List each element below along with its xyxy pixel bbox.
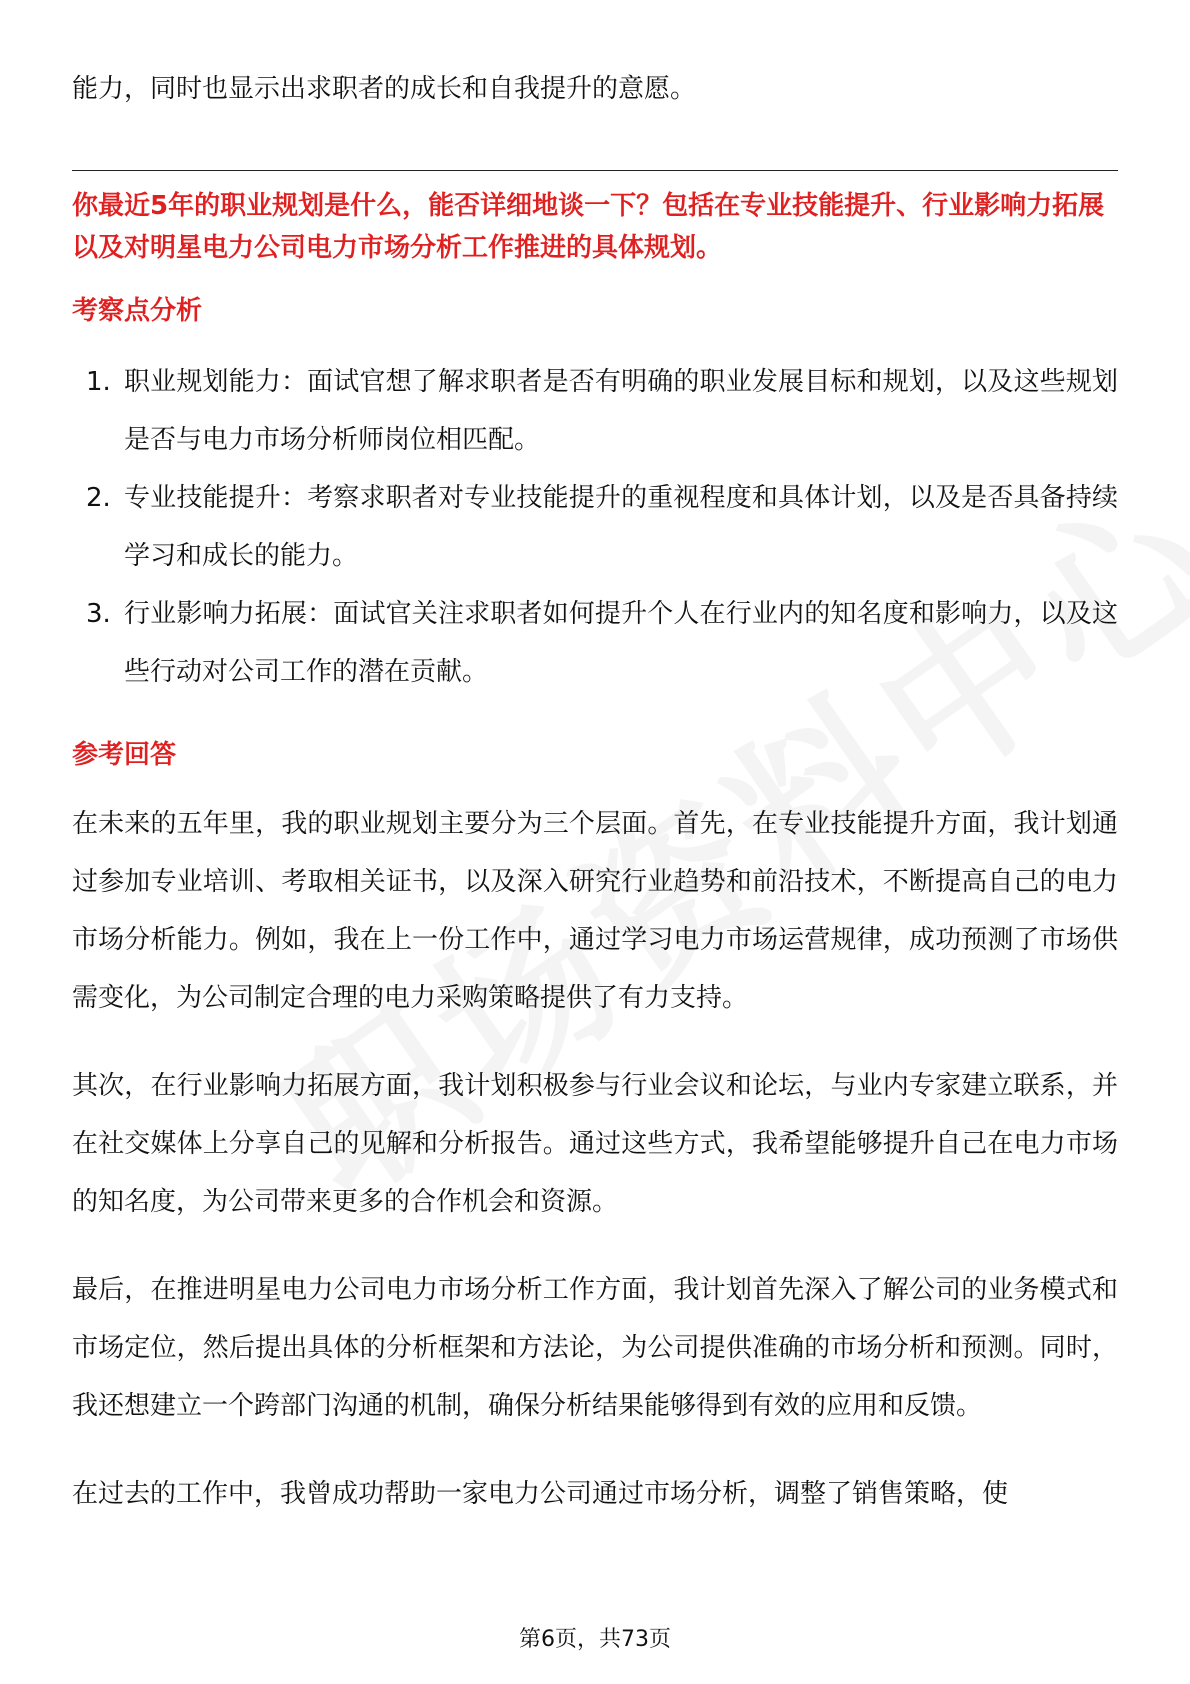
interview-question: 你最近5年的职业规划是什么，能否详细地谈一下？包括在专业技能提升、行业影响力拓展以及对明星电力公司电力市场分析工作推进的具体规划。 (72, 191, 1105, 263)
analysis-item-number: 3. (86, 599, 111, 629)
intro-line: 能力，同时也显示出求职者的成长和自我提升的意愿。 (72, 74, 697, 104)
answer-paragraph: 在过去的工作中，我曾成功帮助一家电力公司通过市场分析，调整了销售策略，使 (72, 1479, 1009, 1509)
analysis-item-text: 行业影响力拓展：面试官关注求职者如何提升个人在行业内的知名度和影响力，以及这些行动对公司工作的潜在贡献。 (124, 599, 1118, 687)
answer-paragraph: 最后，在推进明星电力公司电力市场分析工作方面，我计划首先深入了解公司的业务模式和市场定位，然后提出具体的分析框架和方法论，为公司提供准确的市场分析和预测。同时，我还想建立一个跨部门沟通的机制，确保分析结果能够得到有效的应用和反馈。 (72, 1275, 1118, 1421)
analysis-heading: 考察点分析 (72, 296, 203, 326)
answer-paragraph: 其次，在行业影响力拓展方面，我计划积极参与行业会议和论坛，与业内专家建立联系，并在社交媒体上分享自己的见解和分析报告。通过这些方式，我希望能够提升自己在电力市场的知名度，为公司带来更多的合作机会和资源。 (72, 1071, 1118, 1217)
answer-heading: 参考回答 (72, 740, 177, 770)
analysis-item-number: 1. (86, 367, 111, 397)
analysis-item-number: 2. (86, 483, 111, 513)
page-footer: 第6页，共73页 (519, 1627, 671, 1652)
analysis-item (72, 585, 1118, 701)
section-divider (72, 170, 1118, 171)
answer-paragraph: 在未来的五年里，我的职业规划主要分为三个层面。首先，在专业技能提升方面，我计划通过参加专业培训、考取相关证书，以及深入研究行业趋势和前沿技术，不断提高自己的电力市场分析能力。例如，我在上一份工作中，通过学习电力市场运营规律，成功预测了市场供需变化，为公司制定合理的电力采购策略提供了有力支持。 (72, 809, 1118, 1013)
analysis-item (72, 469, 1118, 585)
analysis-item-text: 专业技能提升：考察求职者对专业技能提升的重视程度和具体计划，以及是否具备持续学习和成长的能力。 (124, 483, 1118, 571)
analysis-item (72, 353, 1118, 469)
analysis-list (72, 353, 1118, 701)
page-content (72, 64, 1118, 1523)
analysis-item-text: 职业规划能力：面试官想了解求职者是否有明确的职业发展目标和规划，以及这些规划是否与电力市场分析师岗位相匹配。 (124, 367, 1118, 455)
